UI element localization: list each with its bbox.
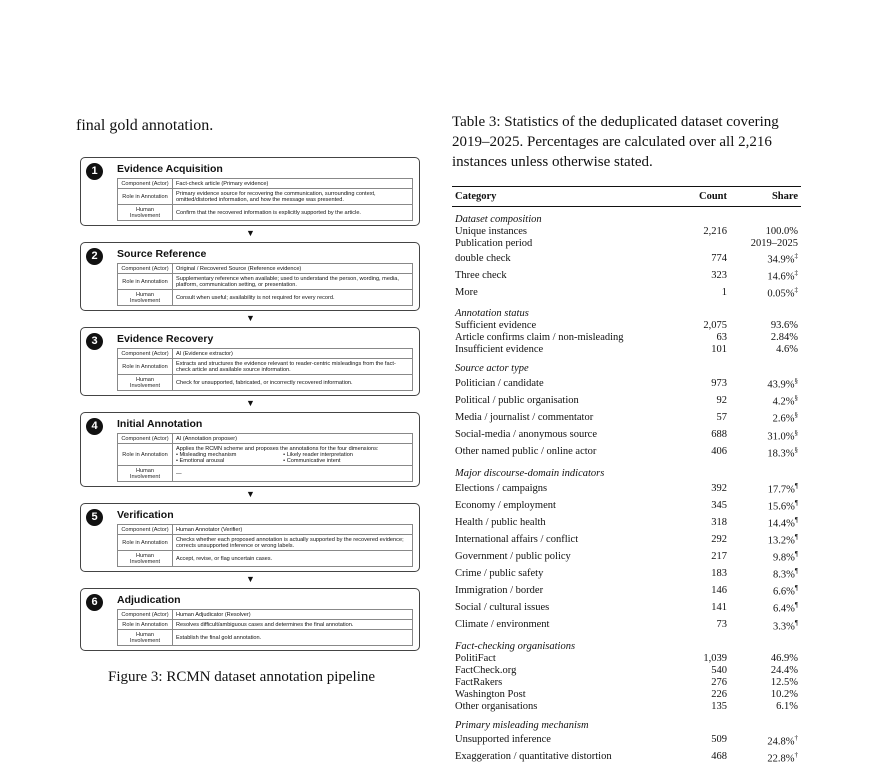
row-category: Crime / public safety <box>455 567 544 579</box>
step-row-key: Role in Annotation <box>118 274 173 290</box>
row-share-value: 31.0% <box>767 431 795 443</box>
step-row-value <box>173 349 413 359</box>
table-row <box>452 238 801 250</box>
pipeline-step <box>80 327 420 408</box>
step-row-value <box>173 375 413 391</box>
step-row-text: AI (Evidence extractor) <box>176 350 233 357</box>
row-category: double check <box>455 252 511 264</box>
row-category: PolitiFact <box>455 652 496 664</box>
step-row-key: Human Involvement <box>118 375 173 391</box>
row-share <box>730 332 801 344</box>
row-category: Elections / campaigns <box>455 482 548 494</box>
step-row-key: Component (Actor) <box>118 349 173 359</box>
step-row-key: Component (Actor) <box>118 525 173 535</box>
row-share-value: 15.6% <box>767 501 795 513</box>
step-row-key: Component (Actor) <box>118 264 173 274</box>
row-share-value: 3.3% <box>772 621 795 632</box>
row-share-value: 2.84% <box>770 332 798 344</box>
row-category: Climate / environment <box>455 619 550 631</box>
row-category: Political / public organisation <box>455 395 579 407</box>
row-share-value: 2.6% <box>772 413 795 425</box>
step-row-value <box>173 189 413 205</box>
row-category: Health / public health <box>455 516 546 528</box>
step-row <box>118 264 413 274</box>
row-count: 183 <box>711 567 727 579</box>
step-row-text: Consult when useful; availability is not required for every record. <box>176 294 335 301</box>
row-category: FactRakers <box>455 676 503 688</box>
row-share <box>730 375 801 392</box>
row-share-value: 2019–2025 <box>750 238 798 249</box>
row-category: Social / cultural issues <box>455 602 550 614</box>
row-category: International affairs / conflict <box>455 533 579 545</box>
table-header-row <box>452 187 801 207</box>
footnote-marker: ¶ <box>794 550 798 559</box>
row-count: 63 <box>716 332 727 344</box>
step-row <box>118 535 413 551</box>
row-count: 540 <box>711 664 727 676</box>
table-row <box>452 732 801 749</box>
table-row <box>452 749 801 766</box>
row-share <box>730 531 801 548</box>
row-share-value: 10.2% <box>770 688 798 700</box>
table-row <box>452 480 801 497</box>
step-row-text: Accept, revise, or flag uncertain cases. <box>176 555 273 562</box>
footnote-marker: § <box>794 445 798 454</box>
figure-caption: Figure 3: RCMN dataset annotation pipeline <box>108 669 376 685</box>
step-row-value <box>173 274 413 290</box>
header-category: Category <box>452 187 685 207</box>
footnote-marker: † <box>794 750 798 759</box>
section-title: Annotation status <box>455 308 529 320</box>
bullet-icon: • <box>176 451 180 458</box>
step-number-badge: 6 <box>86 594 103 611</box>
step-row-key: Role in Annotation <box>118 620 173 630</box>
row-category: Unsupported inference <box>455 734 551 746</box>
step-row <box>118 179 413 189</box>
step-row-text: Human Adjudicator (Resolver) <box>176 611 251 618</box>
table-row <box>452 531 801 548</box>
step-row-text: Supplementary reference when available; used to understand the person, wording, media, platform, communication setting, or presentation. <box>176 275 399 288</box>
table-row <box>452 409 801 426</box>
step-number-badge: 5 <box>86 509 103 526</box>
pipeline-step <box>80 588 420 651</box>
table-row <box>452 565 801 582</box>
row-count: 1 <box>721 286 727 298</box>
step-row <box>118 290 413 306</box>
step-row-value <box>173 466 413 482</box>
row-count: 406 <box>711 446 727 458</box>
footnote-marker: ¶ <box>794 601 798 610</box>
section-title: Fact-checking organisations <box>455 640 576 652</box>
row-count: 276 <box>711 676 727 688</box>
step-row-text: Primary evidence source for recovering the communication, surrounding context, omitted/distorted information, and how the message was presented. <box>176 190 376 203</box>
step-row-text: Checks whether each proposed annotation is actually supported by the recovered evidence; corrects unsupported inference or wrong labels. <box>176 536 404 549</box>
table-section-row <box>452 461 801 480</box>
step-row <box>118 551 413 567</box>
row-count: 101 <box>711 344 727 356</box>
footnote-marker: ¶ <box>794 618 798 627</box>
step-row <box>118 189 413 205</box>
row-category: Social-media / anonymous source <box>455 429 598 441</box>
row-count: 973 <box>711 378 727 390</box>
step-row-value <box>173 264 413 274</box>
step-number-badge: 3 <box>86 333 103 350</box>
step-row-key: Role in Annotation <box>118 359 173 375</box>
row-count: 688 <box>711 429 727 441</box>
down-arrow-icon: ▼ <box>246 574 255 584</box>
row-count: 135 <box>711 700 727 712</box>
row-share-value: 18.3% <box>767 448 795 460</box>
footnote-marker: ¶ <box>794 498 798 507</box>
step-row-text: Applies the RCMN scheme and proposes the annotations for the four dimensions: <box>176 445 379 452</box>
row-share-value: 14.4% <box>767 518 795 530</box>
step-row-text: Check for unsupported, fabricated, or incorrectly recovered information. <box>176 379 353 386</box>
row-category: Other organisations <box>455 700 538 712</box>
footnote-marker: § <box>794 428 798 437</box>
row-share-value: 100.0% <box>765 226 798 237</box>
row-category: FactCheck.org <box>455 664 517 676</box>
footnote-marker: ¶ <box>794 515 798 524</box>
step-row-text: Resolves difficult/ambiguous cases and determines the final annotation. <box>176 621 354 628</box>
table-row <box>452 344 801 356</box>
down-arrow-icon: ▼ <box>246 489 255 499</box>
row-category: Insufficient evidence <box>455 344 544 356</box>
table-row <box>452 226 801 238</box>
annotation-pipeline-figure <box>80 157 420 667</box>
step-number-badge: 2 <box>86 248 103 265</box>
step-title: Verification <box>117 509 174 521</box>
row-category: Article confirms claim / non-misleading <box>455 332 624 344</box>
footnote-marker: § <box>794 411 798 420</box>
row-share-value: 24.4% <box>770 664 798 676</box>
table-row <box>452 548 801 565</box>
step-row <box>118 375 413 391</box>
row-category: Unique instances <box>455 226 528 237</box>
header-share: Share <box>730 187 801 207</box>
table-row <box>452 653 801 665</box>
step-title: Evidence Acquisition <box>117 163 223 175</box>
step-title: Adjudication <box>117 594 181 606</box>
pipeline-step <box>80 242 420 323</box>
table-row <box>452 677 801 689</box>
table-row <box>452 267 801 284</box>
step-row <box>118 359 413 375</box>
table-row <box>452 665 801 677</box>
row-share <box>730 344 801 356</box>
row-share-value: 6.4% <box>772 603 795 615</box>
step-number-badge: 4 <box>86 418 103 435</box>
row-count: 318 <box>711 516 727 528</box>
table-section-row <box>452 207 801 227</box>
row-share <box>730 238 801 250</box>
left-column-fragment: final gold annotation. <box>76 117 214 134</box>
step-row <box>118 620 413 630</box>
step-row-key: Human Involvement <box>118 551 173 567</box>
step-row-value <box>173 444 413 466</box>
row-share <box>730 677 801 689</box>
footnote-marker: ¶ <box>794 567 798 576</box>
row-share-value: 34.9% <box>767 254 795 266</box>
row-count: 217 <box>711 550 727 562</box>
step-row-key: Component (Actor) <box>118 610 173 620</box>
row-share-value: 24.8% <box>767 736 795 748</box>
row-share <box>730 514 801 531</box>
row-share <box>730 480 801 497</box>
table-row <box>452 497 801 514</box>
row-share <box>730 392 801 409</box>
row-count: 146 <box>711 585 727 597</box>
table-row <box>452 332 801 344</box>
row-count: 73 <box>716 619 727 631</box>
step-row-value <box>173 620 413 630</box>
step-row-value <box>173 630 413 646</box>
header-count: Count <box>685 187 730 207</box>
row-count: 345 <box>711 499 727 511</box>
table-section-row <box>452 356 801 375</box>
row-category: More <box>455 286 478 298</box>
row-count: 323 <box>711 269 727 281</box>
row-share-value: 43.9% <box>767 379 795 391</box>
row-count: 226 <box>711 688 727 700</box>
footnote-marker: § <box>794 394 798 403</box>
row-count: 292 <box>711 533 727 545</box>
table-row <box>452 444 801 461</box>
step-row-value <box>173 434 413 444</box>
row-share-value: 4.6% <box>776 344 798 356</box>
row-share <box>730 617 801 634</box>
row-share <box>730 497 801 514</box>
footnote-marker: ¶ <box>794 481 798 490</box>
bullet-text: Communicative intent <box>286 457 341 464</box>
step-row-value <box>173 179 413 189</box>
table-row <box>452 320 801 332</box>
row-category: Economy / employment <box>455 499 556 511</box>
row-share <box>730 409 801 426</box>
step-row-key: Human Involvement <box>118 290 173 306</box>
table-row <box>452 599 801 616</box>
row-category: Sufficient evidence <box>455 320 537 332</box>
step-row-key: Role in Annotation <box>118 189 173 205</box>
bullet-icon: • <box>283 457 287 464</box>
statistics-table <box>452 186 801 766</box>
row-share <box>730 665 801 677</box>
row-count: 57 <box>716 412 727 424</box>
row-share-value: 4.2% <box>772 396 795 408</box>
footnote-marker: ¶ <box>794 584 798 593</box>
row-category: Immigration / border <box>455 585 544 597</box>
row-share <box>730 732 801 749</box>
step-number-badge: 1 <box>86 163 103 180</box>
row-share-value: 14.6% <box>767 271 795 283</box>
row-share <box>730 599 801 616</box>
footnote-marker: ‡ <box>794 286 798 295</box>
row-count: 141 <box>711 602 727 614</box>
row-category: Government / public policy <box>455 550 571 562</box>
step-row-value <box>173 205 413 221</box>
row-category: Washington Post <box>455 688 526 700</box>
row-share <box>730 267 801 284</box>
row-count <box>685 238 730 250</box>
row-share-value: 17.7% <box>767 484 795 496</box>
row-share-value: 0.05% <box>767 288 795 300</box>
row-count: 2,075 <box>703 320 727 332</box>
step-row-value <box>173 525 413 535</box>
bullet-icon: • <box>283 451 287 458</box>
down-arrow-icon: ▼ <box>246 228 255 238</box>
step-row-text: Fact-check article (Primary evidence) <box>176 180 269 187</box>
bullet-icon: • <box>176 457 180 464</box>
footnote-marker: ¶ <box>794 533 798 542</box>
row-count: 774 <box>711 252 727 264</box>
step-row <box>118 525 413 535</box>
section-title: Major discourse-domain indicators <box>455 467 605 479</box>
step-title: Evidence Recovery <box>117 333 214 345</box>
step-row <box>118 610 413 620</box>
down-arrow-icon: ▼ <box>246 313 255 323</box>
step-row-value <box>173 359 413 375</box>
step-row-text: Establish the final gold annotation. <box>176 634 262 641</box>
row-share-value: 9.8% <box>772 552 795 564</box>
table-row <box>452 514 801 531</box>
row-share <box>730 284 801 301</box>
step-row-key: Human Involvement <box>118 466 173 482</box>
step-row-text: Extracts and structures the evidence relevant to reader-centric misleadings from the fact-check article and available source information. <box>176 360 396 373</box>
row-category: Exaggeration / quantitative distortion <box>455 751 612 763</box>
row-share-value: 46.9% <box>770 652 798 664</box>
step-row-text: Original / Recovered Source (Reference evidence) <box>176 265 302 272</box>
table-caption: Table 3: Statistics of the deduplicated dataset covering 2019–2025. Percentages are calculated over all 2,216 instances unless otherwise stated. <box>452 114 779 170</box>
row-share <box>730 548 801 565</box>
row-count: 392 <box>711 482 727 494</box>
step-row-key: Component (Actor) <box>118 179 173 189</box>
row-share <box>730 226 801 238</box>
step-row <box>118 466 413 482</box>
step-title: Source Reference <box>117 248 207 260</box>
table-row <box>452 284 801 301</box>
table-row <box>452 392 801 409</box>
row-share <box>730 653 801 665</box>
row-share <box>730 444 801 461</box>
table-row <box>452 617 801 634</box>
footnote-marker: ‡ <box>794 269 798 278</box>
row-share-value: 6.1% <box>776 700 798 712</box>
table-row <box>452 375 801 392</box>
step-row-value <box>173 535 413 551</box>
step-row <box>118 274 413 290</box>
table-row <box>452 250 801 267</box>
footnote-marker: ‡ <box>794 252 798 260</box>
step-row-text: Human Annotator (Verifier) <box>176 526 243 533</box>
row-share <box>730 250 801 267</box>
table-row <box>452 427 801 444</box>
row-category: Publication period <box>455 238 533 249</box>
row-share <box>730 320 801 332</box>
row-share <box>730 689 801 701</box>
row-category: Media / journalist / commentator <box>455 412 594 424</box>
row-category: Other named public / online actor <box>455 446 597 458</box>
row-count: 468 <box>711 751 727 763</box>
bullet-item <box>283 458 390 464</box>
step-row-value <box>173 290 413 306</box>
step-row-key: Human Involvement <box>118 205 173 221</box>
row-share <box>730 582 801 599</box>
step-row-key: Role in Annotation <box>118 444 173 466</box>
step-row-text: AI (Annotation proposer) <box>176 435 237 442</box>
step-row-text: Confirm that the recovered information is explicitly supported by the article. <box>176 209 361 216</box>
footnote-marker: § <box>794 377 798 386</box>
section-title: Source actor type <box>455 363 529 375</box>
section-title: Primary misleading mechanism <box>455 719 589 731</box>
row-share-value: 12.5% <box>770 676 798 688</box>
row-count: 92 <box>716 395 727 407</box>
step-row <box>118 434 413 444</box>
row-share-value: 93.6% <box>770 320 798 332</box>
row-share <box>730 427 801 444</box>
step-row-key: Component (Actor) <box>118 434 173 444</box>
row-share-value: 22.8% <box>767 753 795 765</box>
step-row <box>118 349 413 359</box>
step-row-key: Role in Annotation <box>118 535 173 551</box>
bullet-item <box>176 458 283 464</box>
bullet-text: Likely reader interpretation <box>286 451 353 458</box>
step-title: Initial Annotation <box>117 418 203 430</box>
row-share-value: 8.3% <box>772 569 795 581</box>
step-row-text: — <box>176 470 182 477</box>
table-section-row <box>452 301 801 320</box>
bullet-text: Misleading mechanism <box>179 451 237 458</box>
table-section-row <box>452 713 801 732</box>
row-share-value: 13.2% <box>767 535 795 547</box>
table-section-row <box>452 634 801 653</box>
step-row-value <box>173 551 413 567</box>
bullet-text: Emotional arousal <box>179 457 225 464</box>
row-count: 509 <box>711 734 727 746</box>
row-count: 1,039 <box>703 652 727 664</box>
pipeline-step <box>80 157 420 238</box>
row-share <box>730 749 801 766</box>
step-row-key: Human Involvement <box>118 630 173 646</box>
step-row <box>118 444 413 466</box>
step-row <box>118 630 413 646</box>
row-category: Three check <box>455 269 507 281</box>
table-row <box>452 689 801 701</box>
table-row <box>452 582 801 599</box>
pipeline-step <box>80 503 420 584</box>
down-arrow-icon: ▼ <box>246 398 255 408</box>
row-count: 2,216 <box>703 226 727 237</box>
row-share-value: 6.6% <box>772 586 795 598</box>
section-title: Dataset composition <box>455 214 542 225</box>
step-row-value <box>173 610 413 620</box>
row-share <box>730 565 801 582</box>
step-row <box>118 205 413 221</box>
row-category: Politician / candidate <box>455 378 544 390</box>
footnote-marker: † <box>794 733 798 742</box>
pipeline-step <box>80 412 420 499</box>
